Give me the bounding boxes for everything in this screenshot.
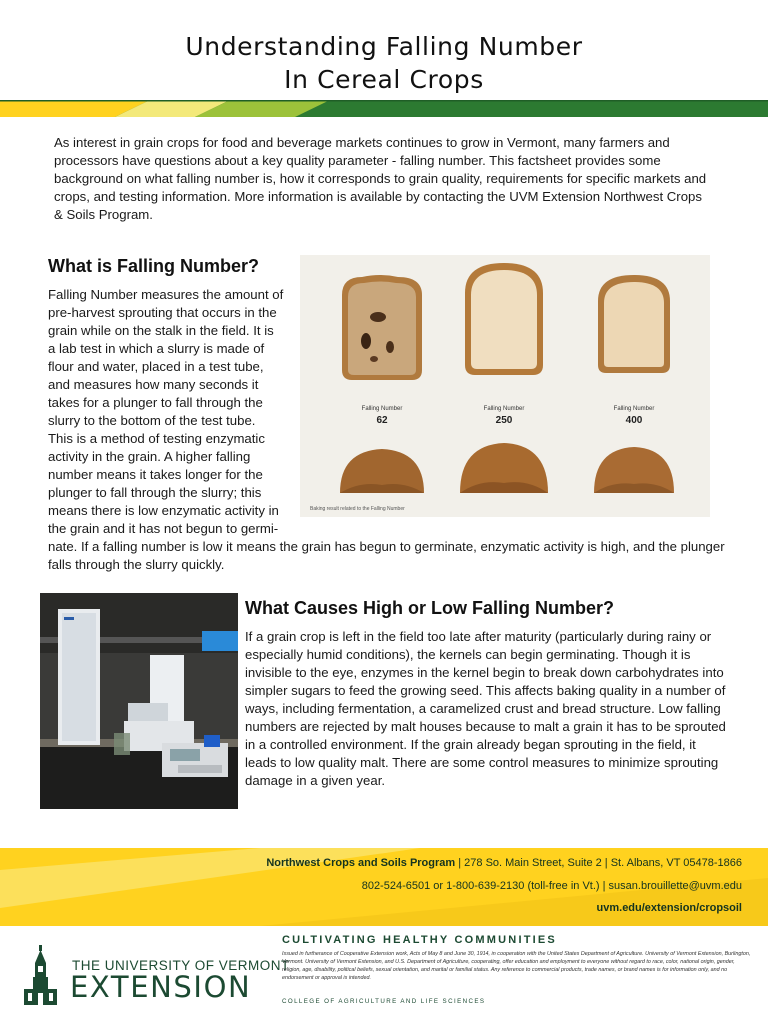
section2-text: If a grain crop is left in the field too late after maturity (particularly during rainy or especially humid conditions), the kernels can begin germinating. Though it is invisible to the eye, enzymes in the kernel begin to break down carbohydrates into simpler sugars to feed the growing seed. This affects baking quality in a number of ways, including fermentation, a caramelized crust and bread structure. Low falling numbers are rejected by malt houses because to malt a grain it has to be sprouted in a controlled environment. If the grain already began sprouting in the field, it leads to low quality malt. There are some control measures to minimize sprouting damage in a given year. bbox=[245, 629, 726, 788]
bread-figure bbox=[300, 255, 710, 517]
text-line: and measures how many seconds it bbox=[48, 377, 259, 392]
header-stripe bbox=[0, 100, 768, 117]
university-name: THE UNIVERSITY OF VERMONT bbox=[72, 958, 290, 973]
bread-slice-400 bbox=[598, 275, 670, 373]
text-line: plunger to fall through the slurry; this bbox=[48, 485, 262, 500]
title-line-2: In Cereal Crops bbox=[284, 65, 484, 94]
text-line: pre-harvest sprouting that occurs in the bbox=[48, 305, 277, 320]
text-line: means there is low enzymatic activity in bbox=[48, 503, 279, 518]
intro-paragraph: As interest in grain crops for food and beverage markets continues to grow in Vermont, many farmers and processors have questions about a key quality parameter - falling number. This factsheet provides some background on what falling number is, how it corresponds to grain quality, requirements for specific markets and crops, and testing information. More information is available by contacting the UVM Extension Northwest Crops & Soils Program. bbox=[54, 135, 707, 222]
section-heading-what-causes: What Causes High or Low Falling Number? bbox=[245, 598, 615, 618]
text-line: slurry to the bottom of the test tube. bbox=[48, 413, 256, 428]
text-line: activity in the grain. A higher falling bbox=[48, 449, 251, 464]
text-line: a lab test in which a slurry is made of bbox=[48, 341, 265, 356]
text-line: the grain and it has not begun to germi- bbox=[48, 521, 279, 536]
address-text: | 278 So. Main Street, Suite 2 | St. Albans, VT 05478-1866 bbox=[455, 857, 742, 869]
bread-slice-250 bbox=[465, 263, 543, 375]
section-heading-what-is: What is Falling Number? bbox=[48, 256, 260, 276]
fn-value-3: 400 bbox=[625, 415, 643, 426]
falling-number-instrument-image bbox=[40, 593, 238, 809]
tagline: CULTIVATING HEALTHY COMMUNITIES bbox=[282, 934, 557, 946]
footer-phone: 802-524-6501 or 1-800-639-2130 (toll-free in Vt.) | susan.brouillette@uvm.edu bbox=[361, 880, 742, 892]
fn-label-1: Falling Number bbox=[361, 406, 403, 412]
title-line-1: Understanding Falling Number bbox=[185, 32, 583, 61]
fn-label-2: Falling Number bbox=[483, 406, 525, 412]
text-line: flour and water, placed in a test tube, bbox=[48, 359, 264, 374]
extension-wordmark: EXTENSION bbox=[70, 970, 252, 1004]
footer-address bbox=[266, 857, 742, 869]
bread-caption: Baking result related to the Falling Number bbox=[310, 506, 405, 512]
footer-website: uvm.edu/extension/cropsoil bbox=[596, 902, 742, 914]
bread-illustration bbox=[300, 255, 710, 517]
fn-value-1: 62 bbox=[376, 415, 388, 426]
fn-label-3: Falling Number bbox=[613, 406, 655, 412]
text-line: Falling Number measures the amount of bbox=[48, 287, 284, 302]
university-tower-icon bbox=[22, 945, 66, 1005]
page-title bbox=[0, 30, 768, 96]
contact-footer bbox=[0, 848, 768, 926]
program-name: Northwest Crops and Soils Program bbox=[266, 857, 456, 869]
lab-instrument-photo bbox=[40, 593, 238, 809]
fn-value-2: 250 bbox=[495, 415, 513, 426]
text-line: This is a method of testing enzymatic bbox=[48, 431, 265, 446]
text-line: grain while on the stalk in the field. It is bbox=[48, 323, 274, 338]
section1-text bbox=[48, 286, 300, 538]
text-line: number means it takes longer for the bbox=[48, 467, 263, 482]
college-name: COLLEGE OF AGRICULTURE AND LIFE SCIENCES bbox=[282, 998, 486, 1005]
legal-notice: Issued in furtherance of Cooperative Extension work, Acts of May 8 and June 30, 1914, in cooperation with the United States Department of Agriculture. University of Vermont Extension, Burlington, Vermont. University of Vermont Extension, and U.S. Department of Agriculture, cooperating, offer education and employment to everyone without regard to race, color, national origin, gender, religion, age, disability, political beliefs, sexual orientation, and marital or familial status. Any reference to commercial products, trade names, or brand names is for information only, and no endorsement or approval is intended. bbox=[282, 951, 751, 981]
section1-continuation: nate. If a falling number is low it means the grain has begun to germinate, enzymatic activity is high, and the plunger falls through the slurry quickly. bbox=[48, 539, 725, 572]
text-line: takes for a plunger to fall through the bbox=[48, 395, 263, 410]
bread-slice-62 bbox=[342, 275, 422, 380]
